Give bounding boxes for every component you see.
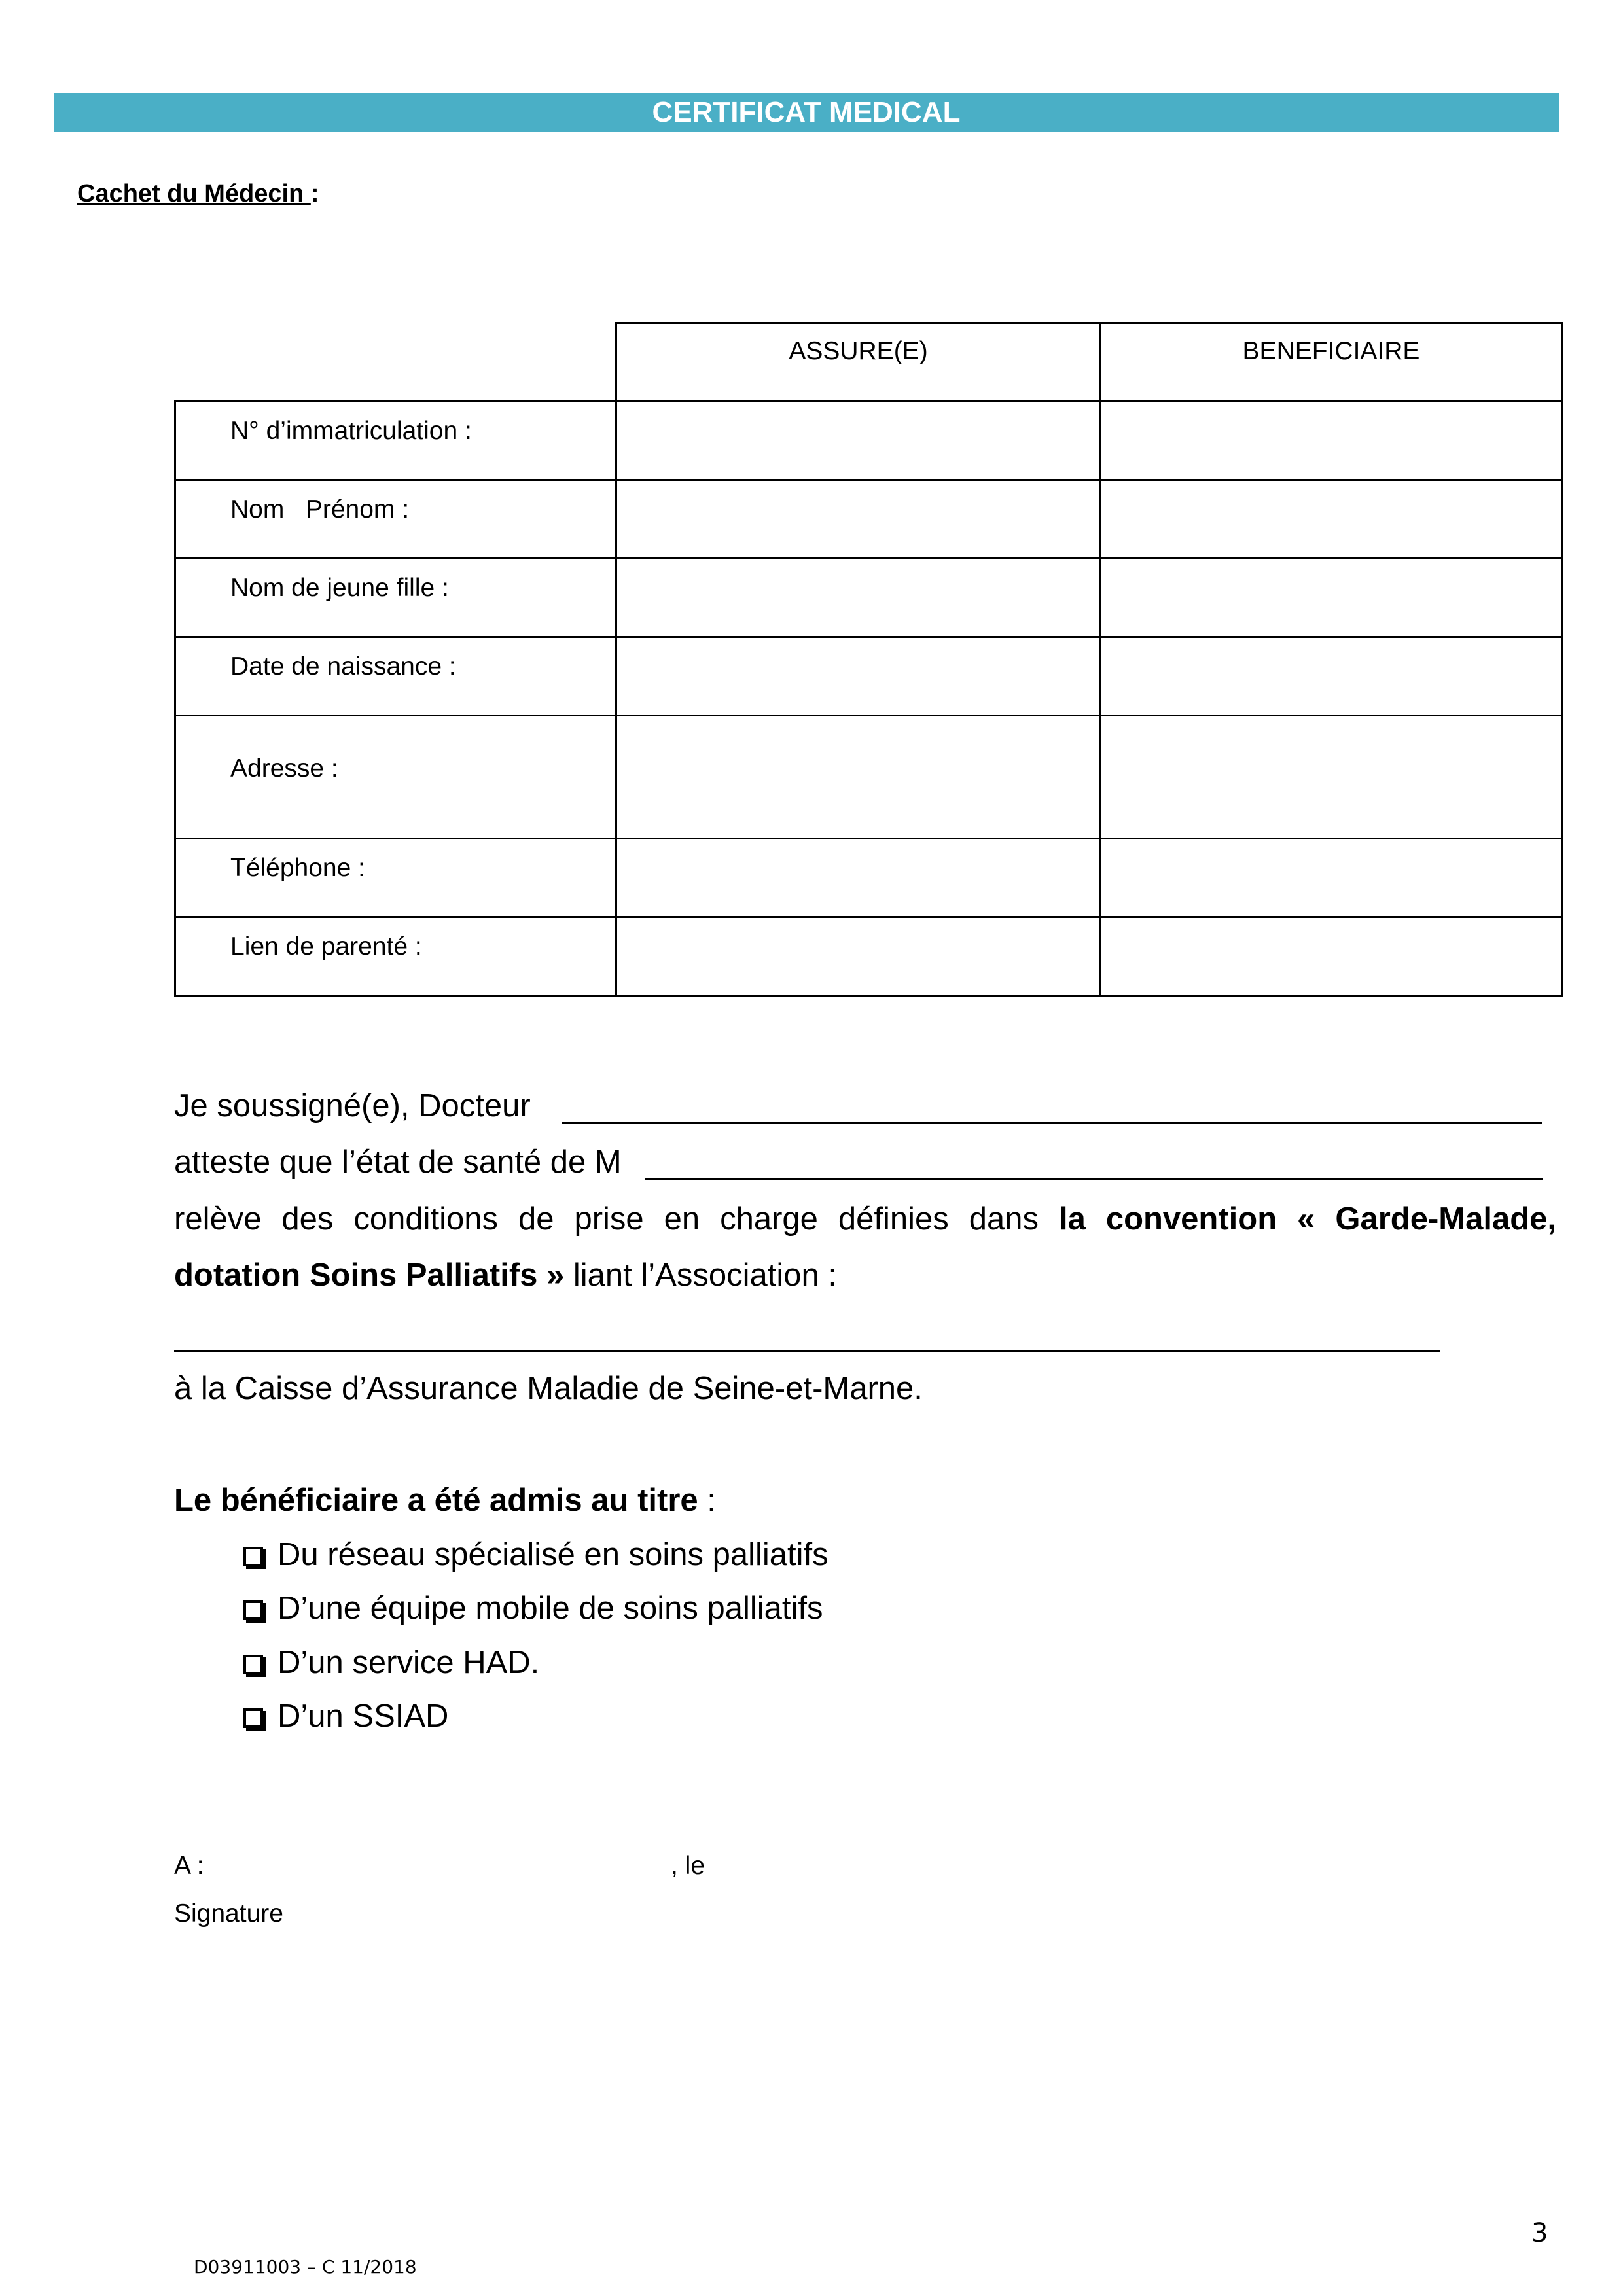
field-assure-adresse[interactable] (615, 715, 1101, 839)
option-label: Du réseau spécialisé en soins palliatifs (277, 1537, 829, 1572)
row-label-telephone: Téléphone : (174, 838, 617, 918)
field-beneficiaire-date-naissance[interactable] (1099, 636, 1563, 716)
date-label: , le (671, 1852, 705, 1880)
admission-option-had[interactable] (243, 1643, 539, 1682)
row-label-date-naissance: Date de naissance : (174, 636, 617, 716)
column-header-assure: ASSURE(E) (615, 322, 1101, 402)
field-beneficiaire-immatriculation[interactable] (1099, 400, 1563, 481)
admission-heading (174, 1481, 716, 1520)
declaration-convention-text: relève des conditions de prise en charge définies dans (174, 1201, 1059, 1237)
patient-name-blank[interactable] (645, 1178, 1543, 1180)
declaration-caisse-line: à la Caisse d’Assurance Maladie de Seine-et-Marne. (174, 1371, 923, 1406)
field-assure-nom-prenom[interactable] (615, 479, 1101, 559)
declaration-association-line (174, 1256, 837, 1295)
signature-label: Signature (174, 1899, 283, 1928)
declaration-convention-line (174, 1199, 1556, 1239)
field-beneficiaire-telephone[interactable] (1099, 838, 1563, 918)
association-name-blank[interactable] (174, 1350, 1440, 1352)
declaration-doctor-line: Je soussigné(e), Docteur (174, 1088, 531, 1123)
admission-heading-bold: Le bénéficiaire a été admis au titre (174, 1483, 698, 1518)
column-header-beneficiaire: BENEFICIAIRE (1099, 322, 1563, 402)
field-assure-lien-parente[interactable] (615, 916, 1101, 997)
admission-heading-colon: : (698, 1483, 716, 1518)
field-assure-telephone[interactable] (615, 838, 1101, 918)
admission-option-reseau[interactable] (243, 1535, 829, 1574)
field-assure-date-naissance[interactable] (615, 636, 1101, 716)
row-label-lien-parente: Lien de parenté : (174, 916, 617, 997)
field-beneficiaire-lien-parente[interactable] (1099, 916, 1563, 997)
doctor-stamp-colon: : (310, 180, 319, 207)
page-title: CERTIFICAT MEDICAL (54, 93, 1559, 132)
association-label: liant l’Association : (564, 1258, 837, 1293)
admission-option-equipe-mobile[interactable] (243, 1589, 823, 1628)
checkbox-icon[interactable] (243, 1708, 263, 1728)
field-assure-immatriculation[interactable] (615, 400, 1101, 481)
place-label: A : (174, 1852, 204, 1880)
doctor-name-blank[interactable] (562, 1122, 1542, 1124)
field-beneficiaire-adresse[interactable] (1099, 715, 1563, 839)
option-label: D’un SSIAD (277, 1699, 449, 1734)
row-label-immatriculation: N° d’immatriculation : (174, 400, 617, 481)
page-number: 3 (1531, 2218, 1548, 2248)
field-beneficiaire-nom-jeune-fille[interactable] (1099, 557, 1563, 638)
option-label: D’un service HAD. (277, 1645, 540, 1680)
declaration-patient-line: atteste que l’état de santé de M (174, 1144, 622, 1180)
checkbox-icon[interactable] (243, 1655, 263, 1674)
checkbox-icon[interactable] (243, 1600, 263, 1620)
field-assure-nom-jeune-fille[interactable] (615, 557, 1101, 638)
convention-name-part2: dotation Soins Palliatifs » (174, 1258, 565, 1293)
field-beneficiaire-nom-prenom[interactable] (1099, 479, 1563, 559)
checkbox-icon[interactable] (243, 1547, 263, 1566)
row-label-nom-jeune-fille: Nom de jeune fille : (174, 557, 617, 638)
document-reference: D03911003 – C 11/2018 (194, 2256, 417, 2278)
admission-option-ssiad[interactable] (243, 1697, 448, 1736)
doctor-stamp-text: Cachet du Médecin (77, 180, 311, 207)
convention-name-part1: la convention « Garde-Malade, (1058, 1201, 1557, 1237)
option-label: D’une équipe mobile de soins palliatifs (277, 1591, 823, 1626)
doctor-stamp-label (77, 175, 319, 212)
row-label-nom-prenom: Nom Prénom : (174, 479, 617, 559)
row-label-adresse: Adresse : (174, 715, 617, 839)
